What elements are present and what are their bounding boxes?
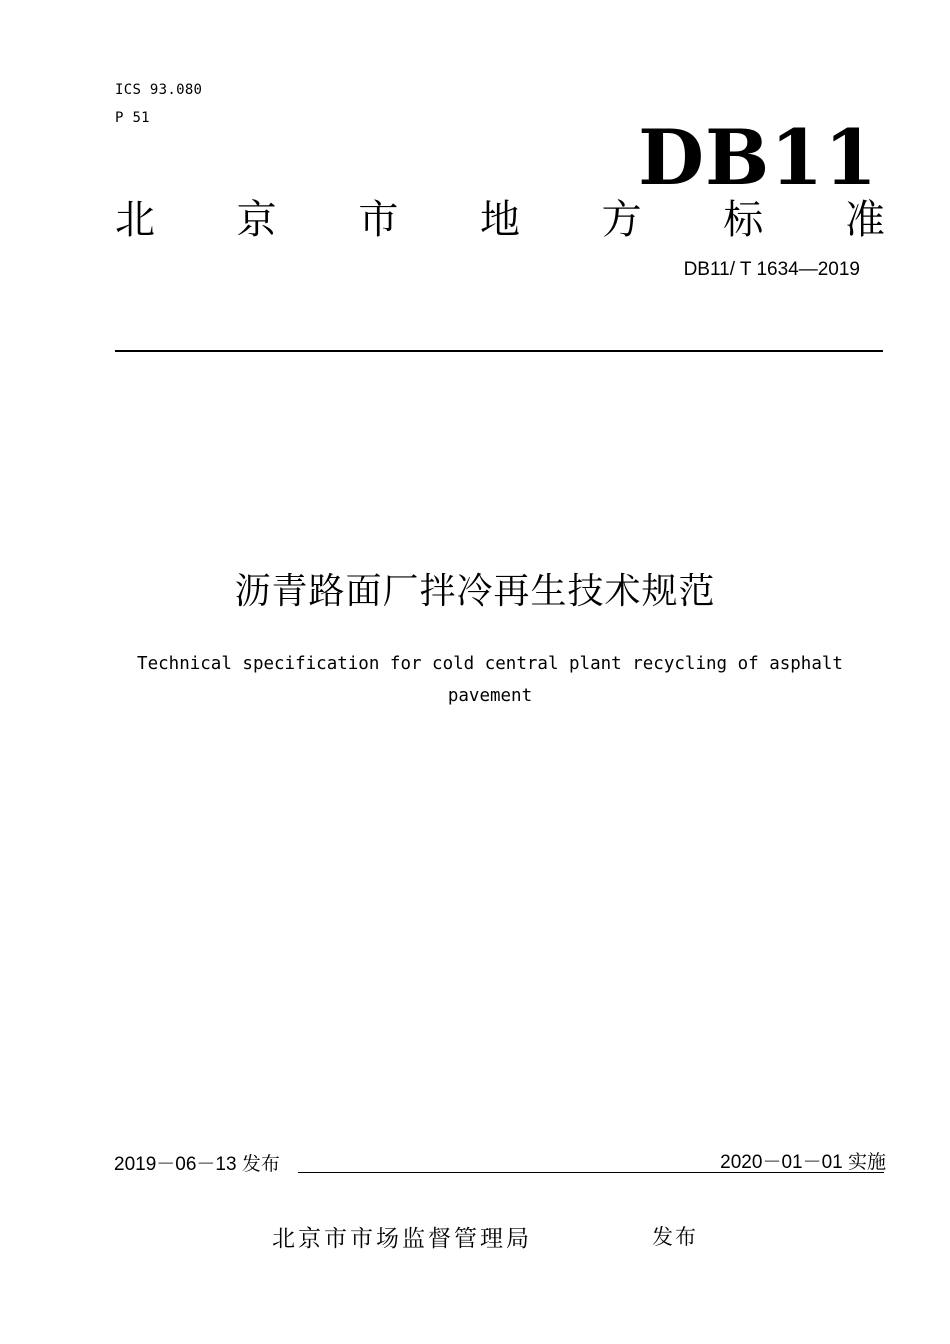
standard-type-char: 标 <box>723 197 764 243</box>
implementation-date: 2020－01－01 实施 <box>720 1152 886 1173</box>
footer-divider <box>298 1172 884 1173</box>
standard-type-char: 准 <box>844 197 885 243</box>
standard-type-char: 京 <box>236 197 277 243</box>
db11-logo: DB11 <box>638 113 878 202</box>
header-divider <box>115 350 883 352</box>
publish-date: 2019－06－13 发布 <box>114 1154 280 1175</box>
english-title-line-1: Technical specification for cold central plant recycling of asphalt <box>137 654 843 674</box>
issuing-authority: 北京市市场监督管理局 <box>272 1226 532 1252</box>
document-title-english <box>95 648 885 712</box>
issue-label: 发布 <box>652 1225 698 1249</box>
standard-number: DB11/ T 1634—2019 <box>683 259 860 280</box>
standard-type-heading <box>115 196 885 244</box>
standard-type-char: 市 <box>358 197 399 243</box>
english-title-line-2: pavement <box>447 686 533 706</box>
standard-type-char: 地 <box>479 197 520 243</box>
document-title-chinese: 沥青路面厂拌冷再生技术规范 <box>234 571 716 612</box>
ccs-code: P 51 <box>115 110 150 126</box>
standard-type-char: 方 <box>601 197 642 243</box>
standard-type-char: 北 <box>115 197 155 243</box>
ics-code: ICS 93.080 <box>115 82 203 98</box>
